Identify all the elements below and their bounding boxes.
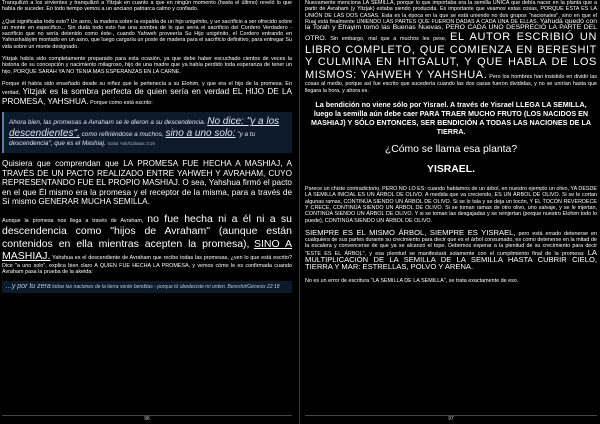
page-number: 96	[2, 415, 292, 424]
text-emphasis: Yitzjak es la sombra perfecta de quien sería en verdad EL HIJO DE LA PROMESA, YAHSHUA.	[2, 87, 292, 106]
quote-text: como refiriéndose a muchos,	[81, 131, 164, 139]
text: Nuevamente menciona LA SEMILLA, porque lo que importaba era la semilla ÚNICA que debía nacer en la planta que a partir de Avraham (y Yitzjak) estaba siendo producida. Es importante que veamos estas cosas, PORQUE ESTA ES LA UNIÓN DE LAS DOS CASAS. Esta es la época en la que se está uniendo no dos grupos "nacionales", sino en que el Ruaj está finalmente UNIENDO LAS PARTES QUE FUERON DADAS A CADA UNA DE ELLAS.	[305, 0, 597, 25]
paragraph-emphasis: Quisiera que comprendan que LA PROMESA FUE HECHA A MASHIAJ, A TRAVÉS DE UN PACTO REALIZADO ENTRE YAHWEH Y AVRAHAM, CUYO REPRESENTANDO FUE EL PROPIO MASHIAJ. O sea, Yahshua firmó el pacto en el que Él mismo era la promesa y el receptor de la misma, para a través de Sí mismo GENERAR MUCHA SEMILLA.	[2, 159, 292, 207]
text-emphasis: EL AUTOR ESCRIBIÓ UN LIBRO COMPLETO, QUE COMIENZA EN BERESHIT Y CULMINA EN HITGALUT, Y QUE HABLA DE LOS MISMOS: YAHWEH Y YAHSHUA.	[305, 31, 597, 81]
paragraph	[305, 227, 597, 272]
text-emphasis: SINO A MASHIAJ.	[2, 237, 292, 263]
quote-source: Galut Yah/Gálatas 3:16	[107, 141, 155, 147]
quote-source: Bereshit/Génesis 22:18	[227, 284, 280, 291]
paragraph	[2, 213, 292, 275]
text: Aunque la promesa nos llega a través de Avraham,	[2, 218, 144, 225]
quote-text: Ahora bien, las promesas a Avraham se le dieron a su descendencia.	[9, 119, 206, 127]
page-gutter	[299, 0, 300, 424]
bold-statement: La bendición no viene sólo por Yisrael. A través de Yisrael LLEGA LA SEMILLA, luego la semilla aún debe caer PARA TRAER MUCHO FRUTO (LOS NACIDOS EN MASHIAJ) Y SÓLO ENTONCES, SER BENDICIÓN A TODAS LAS NACIONES DE LA TIERRA.	[310, 100, 592, 137]
text: Pero los hombres han insistido en dividir las cosas al medio, porque así fue escrito que sucedería cuando las dos casas fueron divididas, y no se unirían hasta que llegara la hora, y ahora es.	[305, 73, 597, 94]
paragraph: Tranquilizó a los sirvientes y tranquilizó a Yitzjak en cuanto a que en ningún momento (hasta el último) reveló lo que había de suceder. En todo tiempo vemos a un anciano patriarca calmo y confiado.	[2, 0, 292, 13]
scripture-quote	[2, 281, 292, 293]
quote-emphasis: sino a uno solo:	[165, 128, 236, 140]
paragraph: ¿Qué significaba todo esto? Un asno, la madera sobre la espalda de un hijo unigénito, y un sacrificio a ser ofrecido sobre un monte en específico... Sin duda todo esto fue una sombra de lo que sería el sacrificio del Cordero Verdadero - sacrificio que no sería detenido como éste-, cuando Yahweh proveería Su Hijo unigénito, el Cordero entrando en Yahrushaláyim montado en un asno, que luego cargaría un poste de madera para el sacrificio definitivo, para entregar Su vida sobre un monte designado.	[2, 18, 292, 50]
paragraph: No es un error de escritura "LA SEMILLA DE LA SEMILLA", se trata exactamente de eso.	[305, 277, 519, 284]
quote-emphasis: ...y por tu zera	[6, 283, 51, 291]
text-emphasis: SIEMPRE ES EL MISMO ÁRBOL, SIEMPRE ES YISRAEL,	[305, 227, 516, 237]
text-emphasis: no fue hecha ni a él ni a su descendencia como "hijos de Avraham" (aunque están contenidos en ella mientras acepten la promesa),	[2, 213, 292, 250]
question-heading: ¿Cómo se llama esa planta?	[384, 144, 518, 156]
text: pero está errado detenerse en cualquiera de sus partes durante su crecimiento para decir que es el árbol consumado, es como detenerse en la mitad de la escalera y convencerse de que ya se alcanzó el tope. Debemos esperar a la plenitud de su crecimiento para decir "ESTE ES EL ÁRBOL", y esa plenitud se manifestará solamente con el cumplimiento final de la promesa:	[305, 230, 597, 257]
paragraph	[2, 81, 292, 106]
text: Porque él había sido enseñado desde su niñez que le pertenecía a su Elohim, y que era el hijo de la promesa. En verdad,	[2, 80, 292, 97]
scripture-quote	[2, 112, 292, 153]
paragraph: Parece un chiste contradictorio, PERO NO LO ES: cuando hablamos de un árbol, en nuestro ejemplo un olivo, YA DESDE LA SEMILLA INICIAL ES UN ÁRBOL DE OLIVO. A medida que va creciendo, ES UN ÁRBOL DE OLIVO. Si se le cortan algunas ramas, CONTINÚA SIENDO UN ÁRBOL DE OLIVO. Si se lo tala y se deja un tocón, Y EL TOCÓN REVERDECE Y CRECE, CONTINÚA SIENDO UN ÁRBOL DE OLIVO. Si se toman ramas de otro olivo, uno salvaje, y se le injertan, CONTINÚA SIENDO UN ÁRBOL DE OLIVO. Y si se toman las desgajadas y se reinjertan (porque nuestro Elohim todo lo puede), CONTINÚA SIENDO UN ÁRBOL DE OLIVO.	[305, 186, 597, 224]
text: Porque como está escrito:	[90, 99, 153, 106]
quote-emphasis: No dice: "y a los descendientes",	[9, 116, 280, 140]
answer-heading: YISRAEL.	[427, 164, 475, 176]
right-page	[305, 0, 597, 424]
text: Yahshua es el descendiente de Avraham que recibe todas las promesas, ¿ven lo que está escrito? Dice "a uno solo", explica bien claro A QUIEN FUE HECHA LA PROMESA, y vemos cómo le es confirmada cuando Avraham pasa la prueba de la akeida:	[2, 255, 292, 275]
left-page	[2, 0, 292, 424]
text-emphasis: LA MULTIPLICACIÓN DE LA SEMILLA DE LA SEMILLA HASTA CUBRIR CIELO, TIERRA Y MAR: ESTRELLAS, POLVO Y ARENA.	[305, 247, 597, 272]
paragraph	[305, 0, 597, 94]
text-emphasis: Yahudá quedó con la Torah y Efrayim tomó las Buenas Nuevas, PERO CADA UNO DESPRECIÓ LA PARTE DEL OTRO.	[305, 17, 597, 43]
quote-text: "y a tu descendencia", que es el Mashiaj.	[9, 131, 256, 148]
text: Sin embargo, mal que a muchos les pese,	[330, 36, 447, 43]
quote-text: todas las naciones de la tierra serán benditas - porque tú obedeciste mi orden.	[52, 284, 227, 291]
page-number: 97	[305, 415, 597, 424]
paragraph: Yitzjak había sido completamente preparado para esta ocasión, ya que debe haber escuchado cientos de veces la historia de su concepción y nacimiento milagroso, hijo de una madre que ya había perdido toda esperanza de tener un hijo, PORQUE SARAH YA NO TENIA MAS ESPERANZAS EN LA CARNE.	[2, 56, 292, 75]
